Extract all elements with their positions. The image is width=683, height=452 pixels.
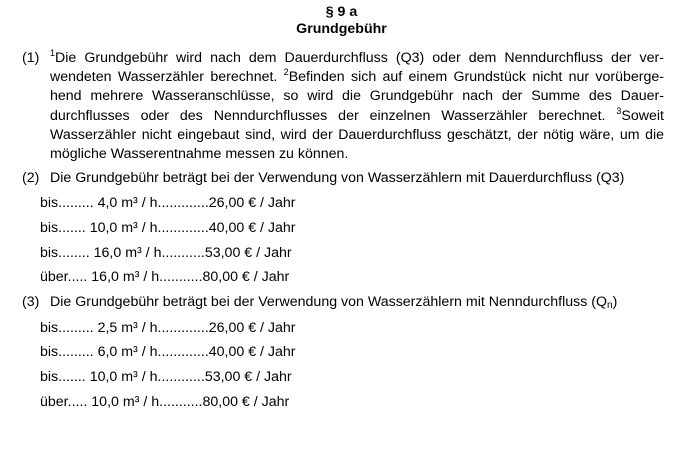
fee-prefix: bis bbox=[40, 220, 59, 236]
fee-amount: 40,00 € / Jahr bbox=[208, 220, 296, 236]
paragraph-text: durchflusses oder des Nenndurchflusses der einzelnen Wasserzähler berechnet. bbox=[50, 107, 617, 124]
paragraph-1-line bbox=[22, 145, 664, 164]
section-title: Grundgebühr bbox=[296, 21, 387, 37]
fee-amount: 80,00 € / Jahr bbox=[202, 269, 290, 285]
fee-amount: 80,00 € / Jahr bbox=[202, 394, 290, 410]
paragraph-text: Die Grundgebühr wird nach dem Dauerdurchfluss (Q3) oder dem Nenndurchfluss der ver- bbox=[55, 50, 664, 66]
fee-prefix: bis bbox=[40, 344, 59, 360]
paragraph-text: wendeten Wasserzähler berechnet. bbox=[50, 69, 284, 86]
paragraph-marker: (2) bbox=[22, 170, 40, 186]
flow-value: 4,0 m³ / h bbox=[97, 195, 158, 211]
flow-value: 10,0 m³ / h bbox=[89, 369, 158, 385]
leader-dots: ........... bbox=[159, 394, 203, 410]
fee-prefix: über bbox=[40, 269, 68, 285]
leader-dots: ........... bbox=[159, 269, 203, 285]
paragraph-text: Soweit bbox=[621, 107, 664, 124]
leader-dots: ........... bbox=[161, 245, 205, 261]
paragraph-marker: (3) bbox=[22, 294, 40, 310]
paragraph-text: ) bbox=[612, 294, 618, 310]
leader-dots: ....... bbox=[58, 369, 86, 385]
flow-value: 16,0 m³ / h bbox=[91, 269, 160, 285]
paragraph-text: hend mehrere Wasseranschlüsse, so wird die Grundgebühr nach der Summe des Dauer- bbox=[50, 88, 664, 105]
fee-amount: 53,00 € / Jahr bbox=[204, 245, 292, 261]
section-number: § 9 a bbox=[325, 4, 358, 20]
leader-dots: ......... bbox=[58, 320, 94, 336]
sentence-number: 3 bbox=[616, 105, 622, 116]
leader-dots: ............. bbox=[157, 320, 209, 336]
paragraph-2-intro bbox=[22, 168, 624, 188]
sentence-number: 1 bbox=[50, 48, 56, 58]
paragraph-1 bbox=[22, 49, 664, 164]
paragraph-text: Befinden sich auf einem Grundstück nicht nur vorüberge- bbox=[288, 69, 664, 86]
flow-value: 10,0 m³ / h bbox=[89, 220, 158, 236]
fee-row bbox=[40, 342, 296, 362]
leader-dots: ....... bbox=[58, 220, 86, 236]
paragraph-text: mögliche Wasserentnahme messen zu können. bbox=[50, 145, 349, 162]
fee-amount: 53,00 € / Jahr bbox=[204, 369, 292, 385]
paragraph-1-line bbox=[22, 68, 664, 87]
leader-dots: ......... bbox=[58, 344, 94, 360]
flow-value: 16,0 m³ / h bbox=[93, 245, 162, 261]
leader-dots: ........ bbox=[58, 245, 90, 261]
fee-prefix: bis bbox=[40, 369, 59, 385]
paragraph-1-line bbox=[22, 87, 664, 106]
fee-row bbox=[40, 318, 296, 338]
leader-dots: ..... bbox=[67, 269, 88, 285]
paragraph-3-intro bbox=[22, 292, 617, 312]
fee-amount: 26,00 € / Jahr bbox=[208, 195, 296, 211]
flow-value: 10,0 m³ / h bbox=[91, 394, 160, 410]
paragraph-text: Wasserzähler nicht eingebaut sind, wird der Dauerdurchfluss geschätzt, der nötig wäre, um die bbox=[50, 126, 664, 143]
paragraph-1-line bbox=[22, 126, 664, 145]
fee-row bbox=[40, 392, 289, 412]
fee-row bbox=[40, 218, 296, 238]
sentence-number: 2 bbox=[283, 67, 289, 78]
fee-amount: 26,00 € / Jahr bbox=[208, 320, 296, 336]
fee-prefix: bis bbox=[40, 320, 59, 336]
leader-dots: ............. bbox=[157, 344, 209, 360]
paragraph-text: Die Grundgebühr beträgt bei der Verwendung von Wasserzählern mit Dauerdurchfluss (Q3) bbox=[50, 170, 625, 186]
fee-prefix: über bbox=[40, 394, 68, 410]
leader-dots: ..... bbox=[67, 394, 88, 410]
leader-dots: ......... bbox=[58, 195, 94, 211]
fee-row bbox=[40, 267, 289, 287]
paragraph-marker: (1) bbox=[22, 50, 40, 66]
flow-value: 6,0 m³ / h bbox=[97, 344, 158, 360]
fee-amount: 40,00 € / Jahr bbox=[208, 344, 296, 360]
paragraph-text: Die Grundgebühr beträgt bei der Verwendung von Wasserzählern mit Nenndurchfluss (Q bbox=[50, 294, 608, 310]
leader-dots: ............ bbox=[157, 369, 205, 385]
leader-dots: ............. bbox=[157, 195, 209, 211]
fee-prefix: bis bbox=[40, 245, 59, 261]
paragraph-1-line bbox=[22, 49, 664, 68]
flow-value: 2,5 m³ / h bbox=[97, 320, 158, 336]
fee-row bbox=[40, 243, 292, 263]
leader-dots: ............. bbox=[157, 220, 209, 236]
fee-row bbox=[40, 367, 292, 387]
fee-row bbox=[40, 193, 296, 213]
subscript: n bbox=[607, 300, 613, 311]
fee-prefix: bis bbox=[40, 195, 59, 211]
paragraph-1-line bbox=[22, 107, 664, 126]
